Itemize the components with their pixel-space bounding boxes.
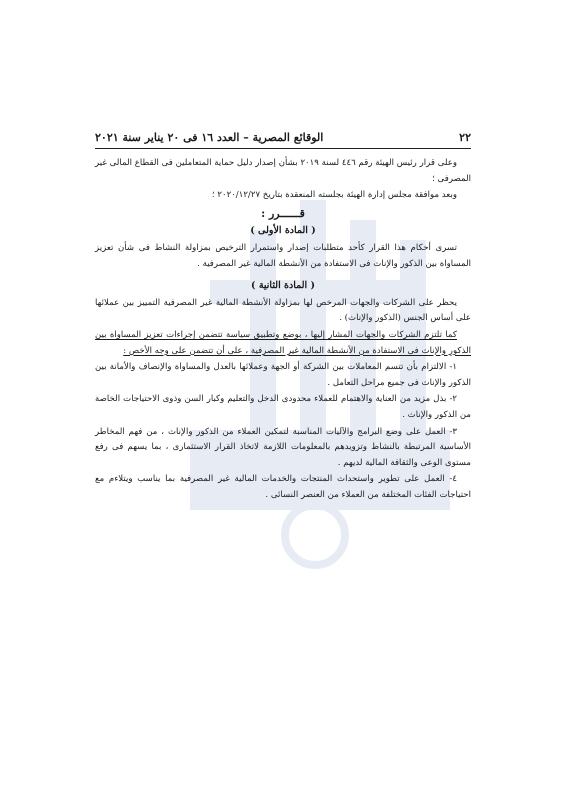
article-1-text: تسرى أحكام هذا القرار كأحد متطلبات إصدار واستمرار الترخيص بمزاولة النشاط فى شأن تعزيز المساواة بين الذكور والإناث فى الاستفادة من الأنشطة المالية غير المصرفية . — [95, 242, 471, 269]
article-2-heading: ( المادة الثانية ) — [251, 280, 315, 292]
preamble-paragraph: وعلى قرار رئيس الهيئة رقم ٤٤٦ لسنة ٢٠١٩ بشأن إصدار دليل حماية المتعاملين فى القطاع المالى غير المصرفى ؛ — [95, 158, 471, 184]
article-1-heading: ( المادة الأولى ) — [250, 225, 316, 237]
list-item: ١- الالتزام بأن تتسم المعاملات بين الشركة أو الجهة وعملائها بالعدل والمساواة والإنصاف والأمانة بين الذكور والإناث فى جميع مراحل التعامل . — [95, 362, 471, 388]
header-divider — [95, 148, 471, 149]
document-page — [95, 0, 471, 800]
preamble-paragraph: وبعد موافقة مجلس إدارة الهيئة بجلسته المنعقدة بتاريخ ٢٠٢٠/١٢/٢٧ ؛ — [211, 190, 457, 201]
running-title: الوقائع المصرية – العدد ١٦ فى ٢٠ يناير سنة ٢٠٢١ — [95, 130, 324, 144]
list-item: ٤- العمل على تطوير واستحداث المنتجات والخدمات المالية غير المصرفية بما يناسب ويتلاءم مع احتياجات الفئات المختلفة من العملاء من العنصر النسائى . — [95, 474, 471, 500]
article-2-text: يحظر على الشركات والجهات المرخص لها بمزاولة الأنشطة المالية غير المصرفية التمييز بين عملائها على أساس الجنس (الذكور والإناث) . — [95, 297, 471, 324]
document-body — [95, 156, 471, 504]
decree-word: قــــــرر : — [261, 206, 305, 220]
page-header — [95, 128, 471, 146]
article-2-policy-text: كما تلتزم الشركات والجهات المشار إليها ، بوضع وتطبيق سياسة تتضمن إجراءات تعزيز المساواة بين الذكور والإناث فى الاستفادة من الأنشطة المالية غير المصرفية ، على أن تتضمن على وجه الأخص : — [95, 329, 471, 356]
list-item: ٢- بذل مزيد من العناية والاهتمام للعملاء محدودى الدخل والتعليم وكبار السن وذوى الاحتياجات الخاصة من الذكور والإناث . — [95, 394, 471, 420]
page-number: ٢٢ — [459, 130, 471, 144]
list-item: ٣- العمل على وضع البرامج والآليات المناسبة لتمكين العملاء من الذكور والإناث ، من فهم المخاطر الأساسية المرتبطة بالنشاط وتزويدهم بالمعلومات اللازمة لاتخاذ القرار الاستثمارى ، بما يسهم فى رفع مستوى الوعى والثقافة المالية لديهم . — [95, 426, 471, 468]
